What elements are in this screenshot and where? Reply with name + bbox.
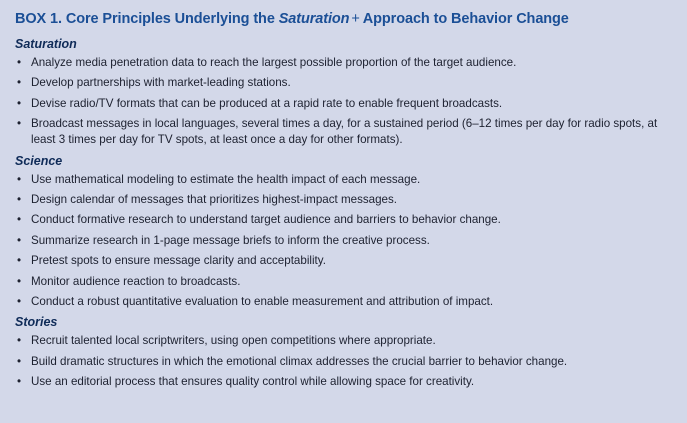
list-item-text: Devise radio/TV formats that can be produced at a rapid rate to enable frequent broadcasts.: [31, 96, 503, 110]
bullet: •: [17, 354, 22, 368]
list-item-text: Recruit talented local scriptwriters, using open competitions where appropriate.: [31, 334, 436, 348]
list-item: [15, 274, 687, 290]
bullet: •: [17, 254, 22, 268]
bullet: •: [17, 172, 22, 186]
list-item-text: Use an editorial process that ensures quality control while allowing space for creativity.: [31, 375, 475, 389]
section-heading-science: Science: [15, 153, 63, 168]
list-item-text: Develop partnerships with market-leading stations.: [31, 76, 291, 90]
saturation-list: [15, 55, 687, 148]
bullet: •: [17, 117, 22, 131]
list-item: [15, 374, 687, 390]
bullet: •: [17, 233, 22, 247]
list-item: [15, 116, 687, 148]
bullet: •: [17, 334, 22, 348]
section-heading-stories: Stories: [15, 315, 58, 330]
list-item: [15, 354, 687, 370]
bullet: •: [17, 76, 22, 90]
list-item: [15, 75, 687, 91]
list-item: [15, 253, 687, 269]
section-science: [15, 153, 687, 310]
list-item-text: Conduct a robust quantitative evaluation to enable measurement and attribution of impact.: [31, 294, 494, 308]
section-heading-saturation: Saturation: [15, 37, 77, 51]
section-stories: [15, 314, 687, 390]
list-item: [15, 212, 687, 228]
bullet: •: [17, 56, 22, 69]
list-item: [15, 96, 687, 112]
section-saturation: [15, 36, 687, 148]
list-item-text: Build dramatic structures in which the emotional climax addresses the crucial barrier to behavior change.: [31, 354, 568, 368]
box-title: [15, 10, 687, 28]
list-item-text: Pretest spots to ensure message clarity and acceptability.: [31, 254, 326, 268]
bullet: •: [17, 294, 22, 308]
bullet: •: [17, 213, 22, 227]
stories-list: [15, 333, 687, 390]
box-title-suffix: Approach to Behavior Change: [362, 11, 569, 27]
list-item: [15, 294, 687, 310]
list-item-text: Summarize research in 1-page message briefs to inform the creative process.: [31, 233, 430, 247]
list-item-text: Use mathematical modeling to estimate the health impact of each message.: [31, 172, 421, 186]
bullet: •: [17, 192, 22, 206]
box-title-plus: +: [351, 11, 360, 27]
list-item: [15, 192, 687, 208]
list-item: [15, 172, 687, 188]
list-item-text: Analyze media penetration data to reach the largest possible proportion of the target audience.: [31, 56, 517, 69]
bullet: •: [17, 274, 22, 288]
list-item: [15, 333, 687, 349]
list-item: [15, 55, 687, 71]
list-item-text: Broadcast messages in local languages, several times a day, for a sustained period (6–12 times per day for radio spots, at least 3 times per day for TV spots, at least once a day for other formats).: [31, 117, 658, 147]
box-title-italic: Saturation: [278, 11, 350, 27]
list-item-text: Design calendar of messages that prioritizes highest-impact messages.: [31, 192, 398, 206]
science-list: [15, 172, 687, 310]
list-item-text: Conduct formative research to understand target audience and barriers to behavior change.: [31, 213, 501, 227]
list-item: [15, 233, 687, 249]
box-title-prefix: BOX 1. Core Principles Underlying the: [15, 11, 279, 27]
list-item-text: Monitor audience reaction to broadcasts.: [31, 274, 241, 288]
bullet: •: [17, 375, 22, 389]
bullet: •: [17, 96, 22, 110]
